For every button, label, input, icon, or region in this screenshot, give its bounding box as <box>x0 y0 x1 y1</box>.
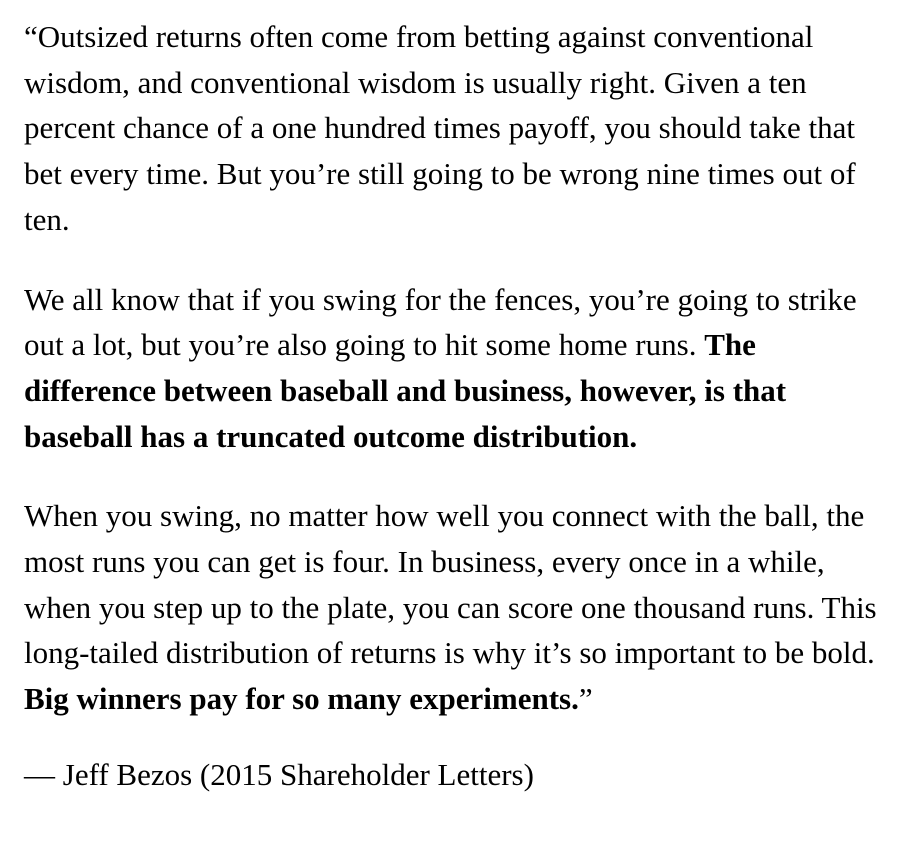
quote-block <box>24 14 890 832</box>
closing-quote-mark: ” <box>578 681 593 717</box>
quote-paragraph-3 <box>24 493 890 722</box>
paragraph-2-text: We all know that if you swing for the fences, you’re going to strike out a lot, but you’re also going to hit some home runs. <box>24 281 857 363</box>
paragraph-2-bold-text: The difference between baseball and business, however, is that baseball has a truncated outcome distribution. <box>24 327 787 454</box>
quote-paragraph-1: “Outsized returns often come from betting against conventional wisdom, and conventional wisdom is usually right. Given a ten percent chance of a one hundred times payoff, you should take that bet every time. But you’re still going to be wrong nine times out of ten. <box>24 19 856 237</box>
quote-paragraph-2 <box>24 277 890 460</box>
quote-attribution: — Jeff Bezos (2015 Shareholder Letters) <box>24 756 534 792</box>
paragraph-3-bold-text: Big winners pay for so many experiments. <box>24 681 579 717</box>
paragraph-3-text: When you swing, no matter how well you connect with the ball, the most runs you can get is four. In business, every once in a while, when you step up to the plate, you can score one thousand runs. This long-tailed distribution of returns is why it’s so important to be bold. <box>24 498 877 671</box>
